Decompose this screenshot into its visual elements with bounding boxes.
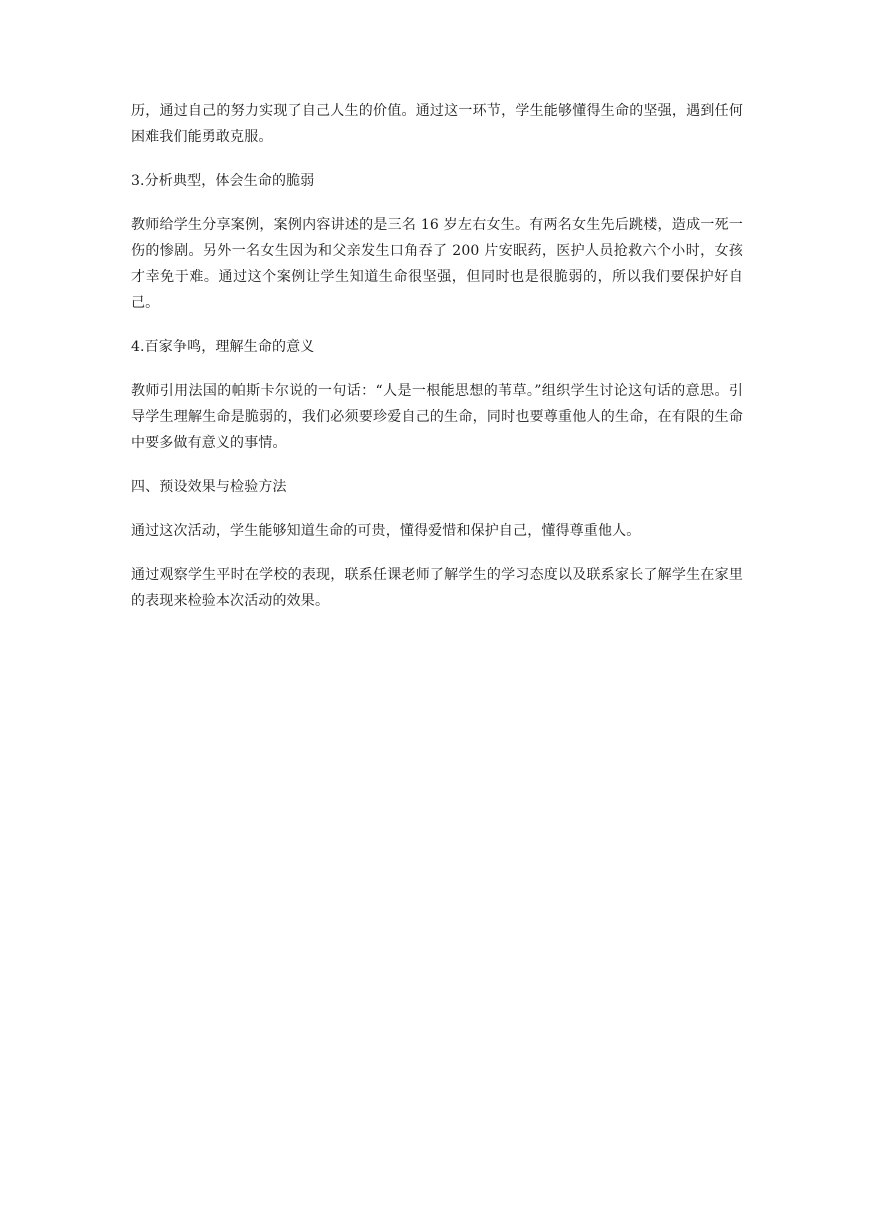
paragraph-continuation: 历，通过自己的努力实现了自己人生的价值。通过这一环节，学生能够懂得生命的坚强，遇到任何困难我们能勇敢克服。 bbox=[131, 103, 743, 145]
paragraph-case-study: 教师给学生分享案例，案例内容讲述的是三名 16 岁左右女生。有两名女生先后跳楼，造成一死一伤的惨剧。另外一名女生因为和父亲发生口角吞了 200 片安眠药，医护人员抢救六个小时，女孩才幸免于难。通过这个案例让学生知道生命很坚强，但同时也是很脆弱的，所以我们要保护好自己。 bbox=[131, 217, 743, 311]
section-heading-hundred-schools: 4.百家争鸣，理解生命的意义 bbox=[131, 339, 315, 355]
paragraph-pascal-quote: 教师引用法国的帕斯卡尔说的一句话：“人是一根能思想的苇草。”组织学生讨论这句话的意思。引导学生理解生命是脆弱的，我们必须要珍爱自己的生命，同时也要尊重他人的生命，在有限的生命中要多做有意义的事情。 bbox=[131, 383, 743, 451]
paragraph-evaluation-method: 通过观察学生平时在学校的表现，联系任课老师了解学生的学习态度以及联系家长了解学生在家里的表现来检验本次活动的效果。 bbox=[131, 567, 743, 609]
document-body bbox=[131, 98, 743, 632]
paragraph-activity-outcome: 通过这次活动，学生能够知道生命的可贵，懂得爱惜和保护自己，懂得尊重他人。 bbox=[131, 523, 641, 539]
section-heading-analyze-typical: 3.分析典型，体会生命的脆弱 bbox=[131, 173, 315, 189]
section-heading-expected-effects: 四、预设效果与检验方法 bbox=[131, 479, 287, 495]
